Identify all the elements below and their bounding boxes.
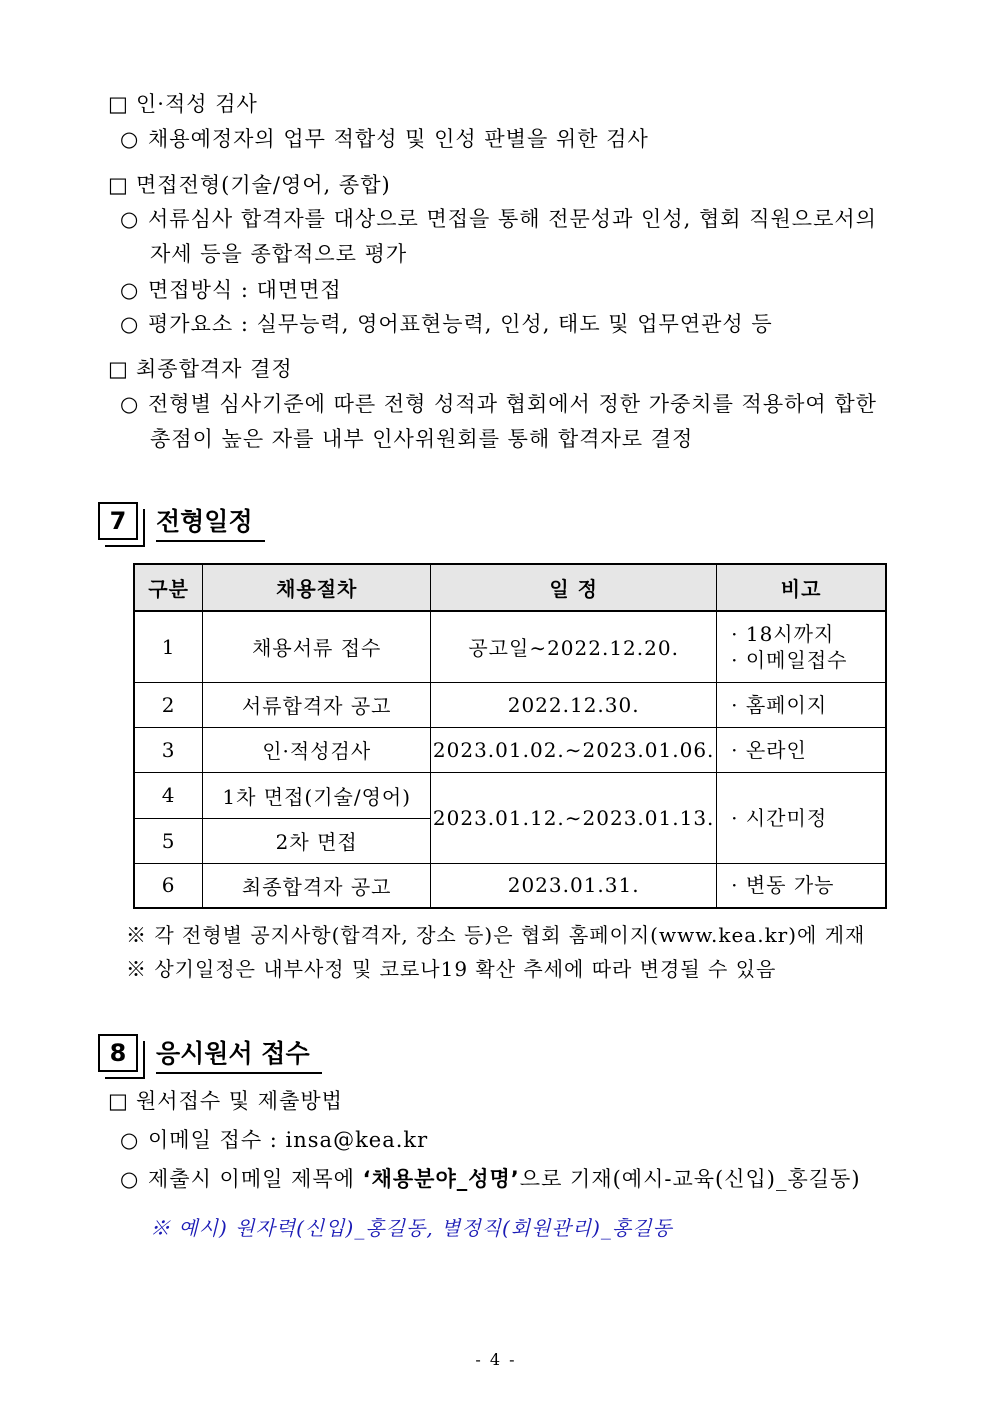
schedule-footnote-2: ※ 상기일정은 내부사정 및 코로나19 확산 추세에 따라 변경될 수 있음 [126, 957, 777, 981]
col-header: 일 정 [431, 564, 717, 611]
cell-date: 2023.01.12.∼2023.01.13. [431, 772, 717, 863]
application-item-1: ○ 이메일 접수 : insa@kea.kr [120, 1128, 429, 1152]
section-8-number: 8 [98, 1034, 138, 1072]
page-number: - 4 - [475, 1350, 517, 1369]
application-heading: □ 원서접수 및 제출방법 [108, 1089, 343, 1113]
cell-note: · 변동 가능 [717, 863, 886, 908]
cell-note: · 온라인 [717, 727, 886, 772]
final-heading: □ 최종합격자 결정 [108, 357, 293, 381]
interview-item-2: ○ 면접방식 : 대면면접 [120, 278, 342, 302]
application-example: ※ 예시) 원자력(신입)_홍길동, 별정직(회원관리)_홍길동 [150, 1216, 673, 1240]
cell-note: · 홈페이지 [717, 682, 886, 727]
cell-date: 공고일∼2022.12.20. [431, 611, 717, 682]
schedule-footnote-1: ※ 각 전형별 공지사항(합격자, 장소 등)은 협회 홈페이지(www.kea.kr)에 게재 [126, 923, 866, 947]
aptitude-item: ○ 채용예정자의 업무 적합성 및 인성 판별을 위한 검사 [120, 127, 649, 151]
table-row [134, 682, 886, 727]
cell-no: 1 [134, 611, 203, 682]
cell-step: 2차 면접 [203, 818, 431, 863]
col-header: 채용절차 [203, 564, 431, 611]
table-row [134, 611, 886, 682]
cell-no: 3 [134, 727, 203, 772]
application-item-2: ○ 제출시 이메일 제목에 ‘채용분야_성명’으로 기재(예시-교육(신입)_홍길동) [120, 1167, 861, 1191]
table-row [134, 727, 886, 772]
cell-no: 4 [134, 772, 203, 818]
col-header: 구분 [134, 564, 203, 611]
cell-note: · 18시까지 · 이메일접수 [717, 611, 886, 682]
schedule-table [133, 563, 887, 909]
section-7-title: 전형일정 [156, 504, 265, 542]
cell-step: 1차 면접(기술/영어) [203, 772, 431, 818]
cell-no: 5 [134, 818, 203, 863]
interview-item-3: ○ 평가요소 : 실무능력, 영어표현능력, 인성, 태도 및 업무연관성 등 [120, 312, 773, 336]
cell-step: 채용서류 접수 [203, 611, 431, 682]
final-item-cont: 총점이 높은 자를 내부 인사위원회를 통해 합격자로 결정 [150, 427, 694, 451]
cell-no: 2 [134, 682, 203, 727]
cell-date: 2022.12.30. [431, 682, 717, 727]
cell-step: 서류합격자 공고 [203, 682, 431, 727]
table-row [134, 863, 886, 908]
aptitude-heading: □ 인·적성 검사 [108, 92, 258, 116]
section-8-title: 응시원서 접수 [156, 1036, 322, 1074]
final-item: ○ 전형별 심사기준에 따른 전형 성적과 협회에서 정한 가중치를 적용하여 합한 [120, 392, 877, 416]
section-7-number: 7 [98, 502, 138, 540]
interview-item-1: ○ 서류심사 합격자를 대상으로 면접을 통해 전문성과 인성, 협회 직원으로서의 [120, 207, 877, 231]
cell-step: 인·적성검사 [203, 727, 431, 772]
cell-date: 2023.01.02.∼2023.01.06. [431, 727, 717, 772]
interview-item-1-cont: 자세 등을 종합적으로 평가 [150, 242, 408, 266]
table-row [134, 772, 886, 818]
cell-note: · 시간미정 [717, 772, 886, 863]
cell-date: 2023.01.31. [431, 863, 717, 908]
cell-no: 6 [134, 863, 203, 908]
interview-heading: □ 면접전형(기술/영어, 종합) [108, 173, 391, 197]
col-header: 비고 [717, 564, 886, 611]
cell-step: 최종합격자 공고 [203, 863, 431, 908]
table-header-row [134, 564, 886, 611]
